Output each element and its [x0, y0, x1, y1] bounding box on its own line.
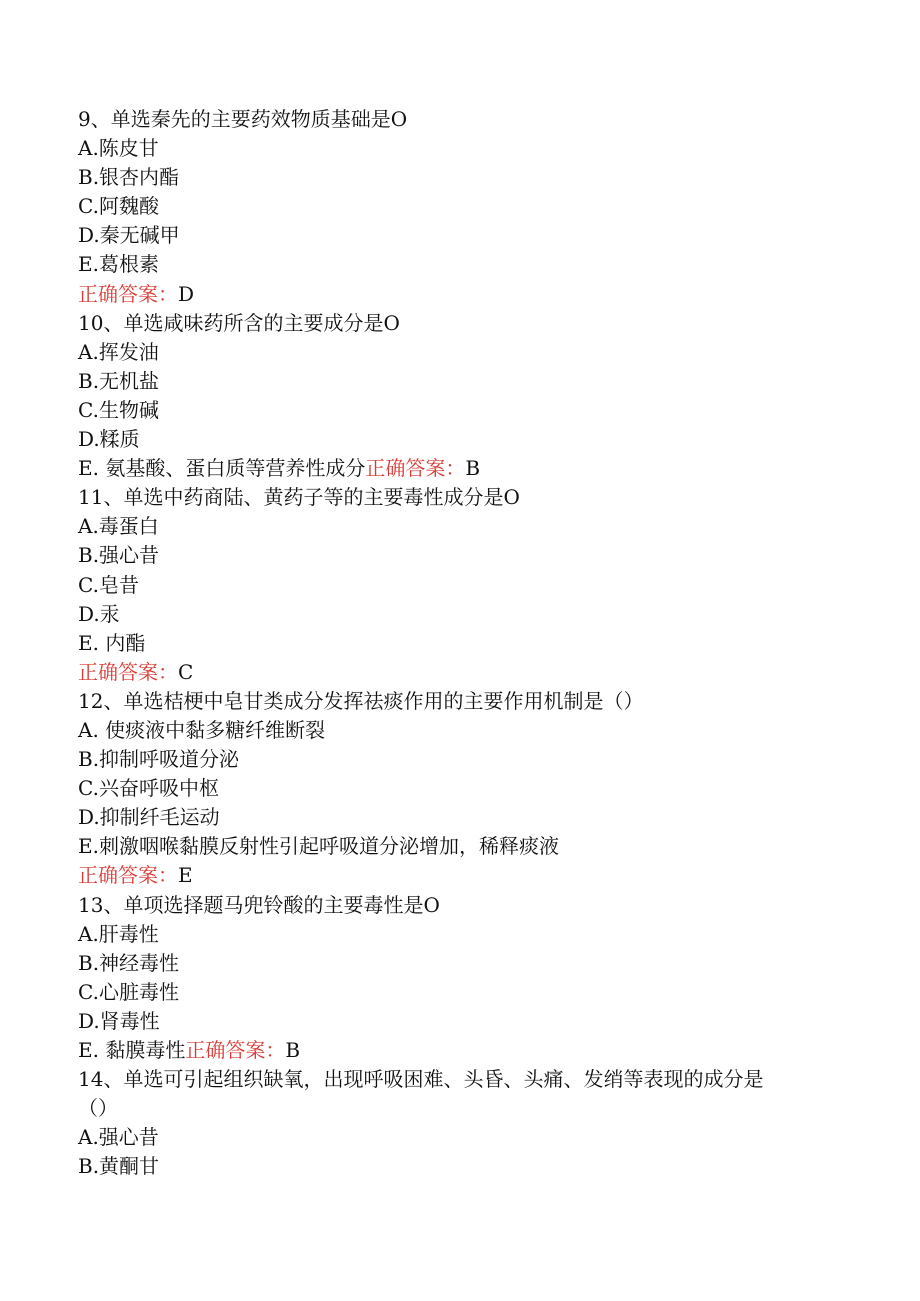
answer-value: B [465, 456, 481, 481]
question-stem: 12、单选桔梗中皂甘类成分发挥祛痰作用的主要作用机制是（） [78, 688, 644, 713]
answer-label: 正确答案： [78, 659, 178, 684]
question-stem: 11、单选中药商陆、黄药子等的主要毒性成分是O [78, 485, 520, 510]
question-stem: 10、单选咸味药所含的主要成分是O [78, 310, 400, 335]
answer-value: D [178, 281, 195, 306]
option-c: C.皂昔 [78, 572, 139, 597]
option-d: D.糅质 [78, 427, 140, 452]
question-stem-continuation: （） [78, 1096, 118, 1121]
option-b: B.无机盐 [78, 368, 160, 393]
option-e: E.葛根素 [78, 252, 159, 277]
option-e: E. 内酯 [78, 630, 146, 655]
option-a: A.肝毒性 [78, 921, 159, 946]
option-b: B.抑制呼吸道分泌 [78, 747, 240, 772]
option-a: A. 使痰液中黏多糖纤维断裂 [78, 717, 326, 742]
answer-line [78, 861, 838, 890]
option-c: C.心脏毒性 [78, 979, 179, 1004]
question-list [78, 105, 838, 1181]
answer-value: B [285, 1038, 301, 1062]
option-b: B.强心昔 [78, 543, 160, 568]
option-b: B.黄酮甘 [78, 1154, 160, 1179]
answer-label: 正确答案： [365, 456, 466, 481]
option-e-with-answer [78, 454, 838, 483]
option-a: A.毒蛋白 [78, 514, 159, 539]
answer-value: C [178, 659, 194, 684]
option-a: A.挥发油 [78, 339, 159, 364]
question-stem: 14、单选可引起组织缺氧，出现呼吸困难、头昏、头痛、发绡等表现的成分是 [78, 1067, 764, 1092]
option-c: C.生物碱 [78, 397, 159, 422]
answer-label: 正确答案： [78, 281, 178, 306]
option-d: D.秦无碱甲 [78, 223, 180, 248]
option-a: A.强心昔 [78, 1125, 159, 1150]
option-c: C.兴奋呼吸中枢 [78, 776, 219, 801]
option-e: E.刺激咽喉黏膜反射性引起呼吸道分泌增加，稀释痰液 [78, 834, 559, 859]
answer-value: E [178, 863, 193, 888]
answer-label: 正确答案： [78, 863, 178, 888]
option-c: C.阿魏酸 [78, 194, 159, 219]
option-d: D.汞 [78, 601, 120, 626]
option-a: A.陈皮甘 [78, 136, 159, 161]
question-stem: 9、单选秦先的主要药效物质基础是O [78, 107, 408, 131]
option-e-with-answer [78, 1036, 838, 1065]
option-d: D.肾毒性 [78, 1008, 160, 1033]
answer-line [78, 658, 838, 687]
option-b: B.神经毒性 [78, 950, 180, 975]
question-stem: 13、单项选择题马兜铃酸的主要毒性是O [78, 892, 440, 917]
option-e: E. 氨基酸、蛋白质等营养性成分 [78, 456, 366, 481]
option-b: B.银杏内酯 [78, 165, 180, 190]
option-e: E. 黏膜毒性 [78, 1038, 186, 1062]
answer-line [78, 280, 838, 309]
answer-label: 正确答案： [185, 1038, 286, 1062]
option-d: D.抑制纤毛运动 [78, 805, 220, 830]
